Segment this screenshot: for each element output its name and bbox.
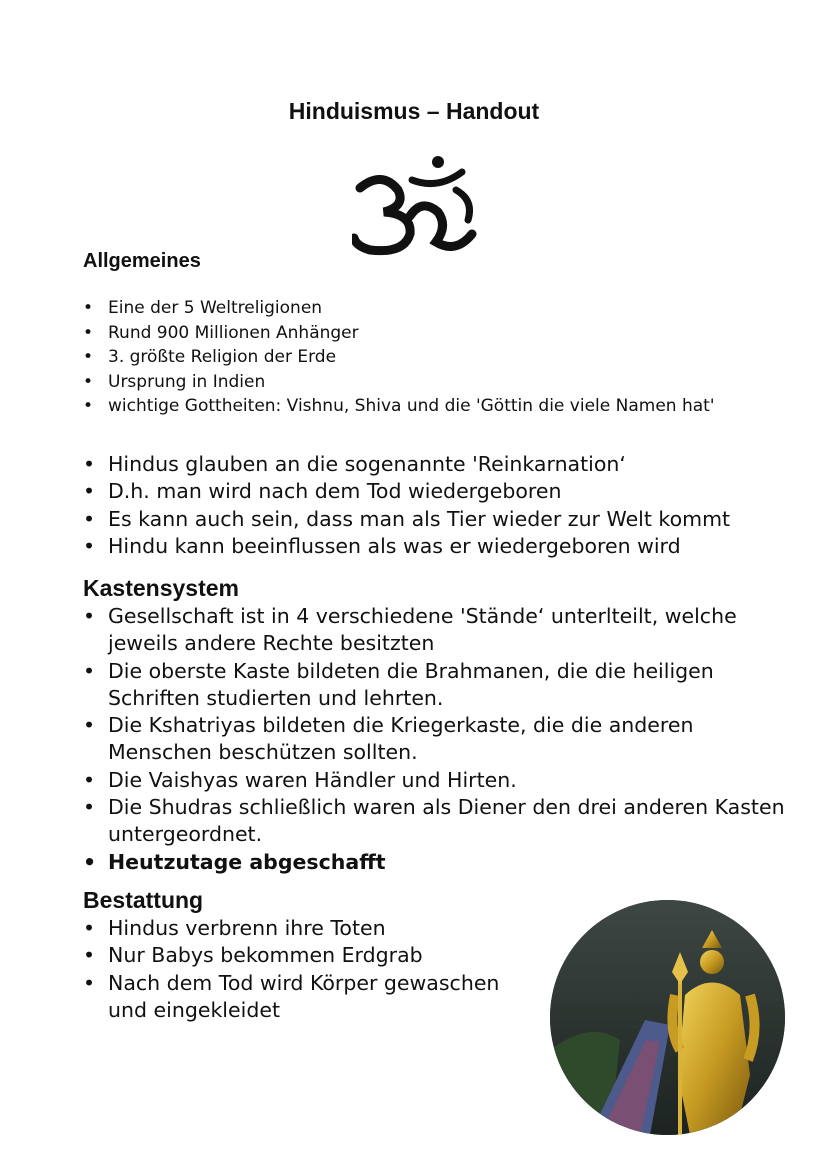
om-icon [352, 150, 477, 260]
page-title: Hinduismus – Handout [288, 98, 540, 124]
heading-kastensystem: Kastensystem [83, 575, 239, 601]
list-item: • Heutzutage abgeschafft [83, 849, 803, 876]
list-item: • Rund 900 Millionen Anhänger [83, 321, 783, 346]
list-item: • Ursprung in Indien [83, 370, 783, 395]
list-item: • Die Shudras schließlich waren als Diener den drei anderen Kasten untergeordnet. [83, 794, 803, 849]
list-item: • 3. größte Religion der Erde [83, 345, 783, 370]
list-item: • Hindus glauben an die sogenannte 'Reinkarnation‘ [83, 451, 803, 478]
murugan-statue-photo [550, 900, 785, 1135]
list-allgemeines [83, 296, 783, 419]
list-bestattung [83, 915, 523, 1024]
list-item: • Die Vaishyas waren Händler und Hirten. [83, 767, 803, 794]
list-item: • Es kann auch sein, dass man als Tier wieder zur Welt kommt [83, 506, 803, 533]
list-item: • Nach dem Tod wird Körper gewaschen und eingekleidet [83, 970, 523, 1025]
list-item: • Hindus verbrenn ihre Toten [83, 915, 523, 942]
list-kastensystem [83, 603, 803, 876]
list-item: • Nur Babys bekommen Erdgrab [83, 942, 523, 969]
heading-bestattung: Bestattung [83, 887, 204, 913]
heading-allgemeines: Allgemeines [83, 250, 201, 272]
list-item: • Gesellschaft ist in 4 verschiedene 'Stände‘ unterlteilt, welche jeweils andere Rechte besitzten [83, 603, 803, 658]
list-item: • Die Kshatriyas bildeten die Kriegerkaste, die die anderen Menschen beschützen sollten. [83, 712, 803, 767]
list-item: • wichtige Gottheiten: Vishnu, Shiva und die 'Göttin die viele Namen hat' [83, 394, 783, 419]
list-item: • Die oberste Kaste bildeten die Brahmanen, die die heiligen Schriften studierten und lehrten. [83, 658, 803, 713]
list-item: • Hindu kann beeinflussen als was er wiedergeboren wird [83, 533, 803, 560]
list-item: • D.h. man wird nach dem Tod wiedergeboren [83, 478, 803, 505]
list-item: • Eine der 5 Weltreligionen [83, 296, 783, 321]
list-reinkarnation [83, 451, 803, 560]
